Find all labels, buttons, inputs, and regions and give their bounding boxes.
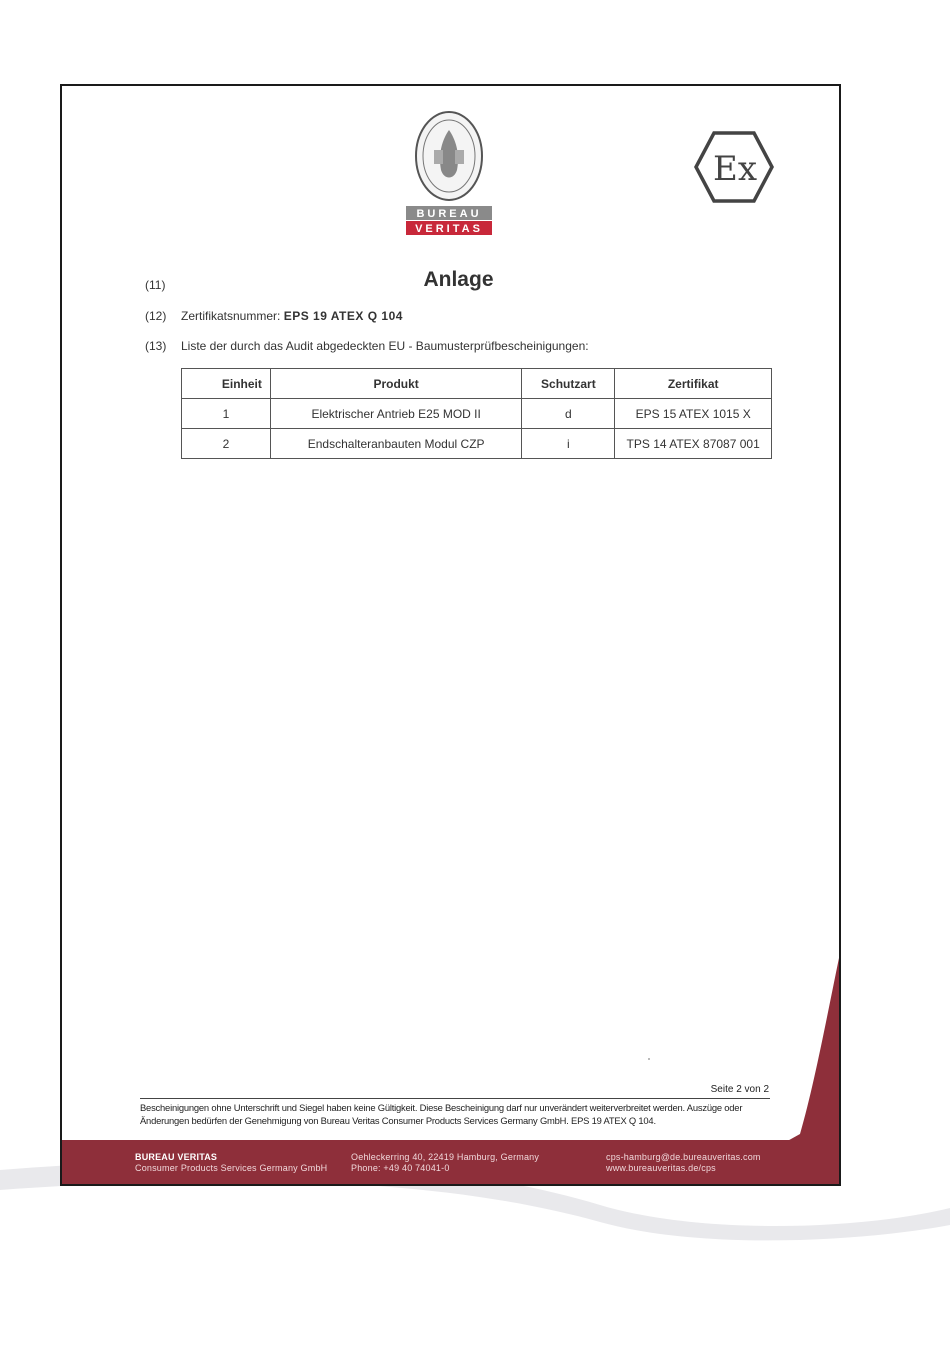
table-cell: Elektrischer Antrieb E25 MOD II <box>270 399 522 429</box>
item-12-number: (12) <box>145 309 167 323</box>
item-11-number: (11) <box>145 278 166 292</box>
footer-address: Oehleckerring 40, 22419 Hamburg, Germany <box>351 1152 540 1162</box>
table-cell: EPS 15 ATEX 1015 X <box>615 399 772 429</box>
certificate-number-label: Zertifikatsnummer: <box>181 309 281 323</box>
logo-brand-line2: VERITAS <box>415 223 483 235</box>
bureau-veritas-logo <box>394 110 504 240</box>
table-header-cell: Produkt <box>270 369 522 399</box>
item-13-text: Liste der durch das Audit abgedeckten EU - Baumusterprüfbescheinigungen: <box>181 339 589 353</box>
decorative-red-wedge <box>62 86 839 1184</box>
item-13-number: (13) <box>145 339 167 353</box>
table-header-cell: Einheit <box>182 369 271 399</box>
certificate-page <box>60 84 841 1186</box>
table-header-cell: Zertifikat <box>615 369 772 399</box>
footer-address-block <box>351 1152 539 1174</box>
footer-website[interactable]: www.bureauveritas.de/cps <box>606 1163 716 1173</box>
table-row <box>182 399 772 429</box>
table-row <box>182 429 772 459</box>
table-cell: i <box>522 429 615 459</box>
footer-divider <box>140 1098 770 1099</box>
footer-contact-block <box>606 1152 761 1174</box>
footer-company-name: BUREAU VERITAS <box>135 1152 218 1162</box>
table-cell: d <box>522 399 615 429</box>
table-header-row <box>182 369 772 399</box>
footer-company <box>135 1152 327 1174</box>
certificates-table <box>181 368 772 459</box>
page-title: Anlage <box>423 268 494 291</box>
logo-brand-line1: BUREAU <box>416 208 482 220</box>
ex-atex-mark <box>694 130 774 204</box>
page-number: Seite 2 von 2 <box>710 1084 769 1095</box>
scan-speck <box>648 1058 650 1060</box>
certificate-number-line <box>181 309 403 323</box>
table-cell: Endschalteranbauten Modul CZP <box>270 429 522 459</box>
table-cell: TPS 14 ATEX 87087 001 <box>615 429 772 459</box>
ex-mark-text: Ex <box>713 149 757 189</box>
footer-email[interactable]: cps-hamburg@de.bureauveritas.com <box>606 1152 761 1162</box>
table-header-cell: Schutzart <box>522 369 615 399</box>
table-cell: 2 <box>182 429 271 459</box>
footer-disclaimer: Bescheinigungen ohne Unterschrift und Siegel haben keine Gültigkeit. Diese Bescheinigung darf nur unverändert weiterverbreitet werden. Auszüge oder Änderungen bedürfen der Genehmigung von Bureau Veritas Consumer Products Services Germany GmbH. EPS 19 ATEX Q 104. <box>140 1102 743 1126</box>
footer-company-sub: Consumer Products Services Germany GmbH <box>135 1163 328 1173</box>
table-cell: 1 <box>182 399 271 429</box>
certificate-number-value: EPS 19 ATEX Q 104 <box>283 309 403 323</box>
footer-phone: Phone: +49 40 74041-0 <box>351 1163 450 1173</box>
